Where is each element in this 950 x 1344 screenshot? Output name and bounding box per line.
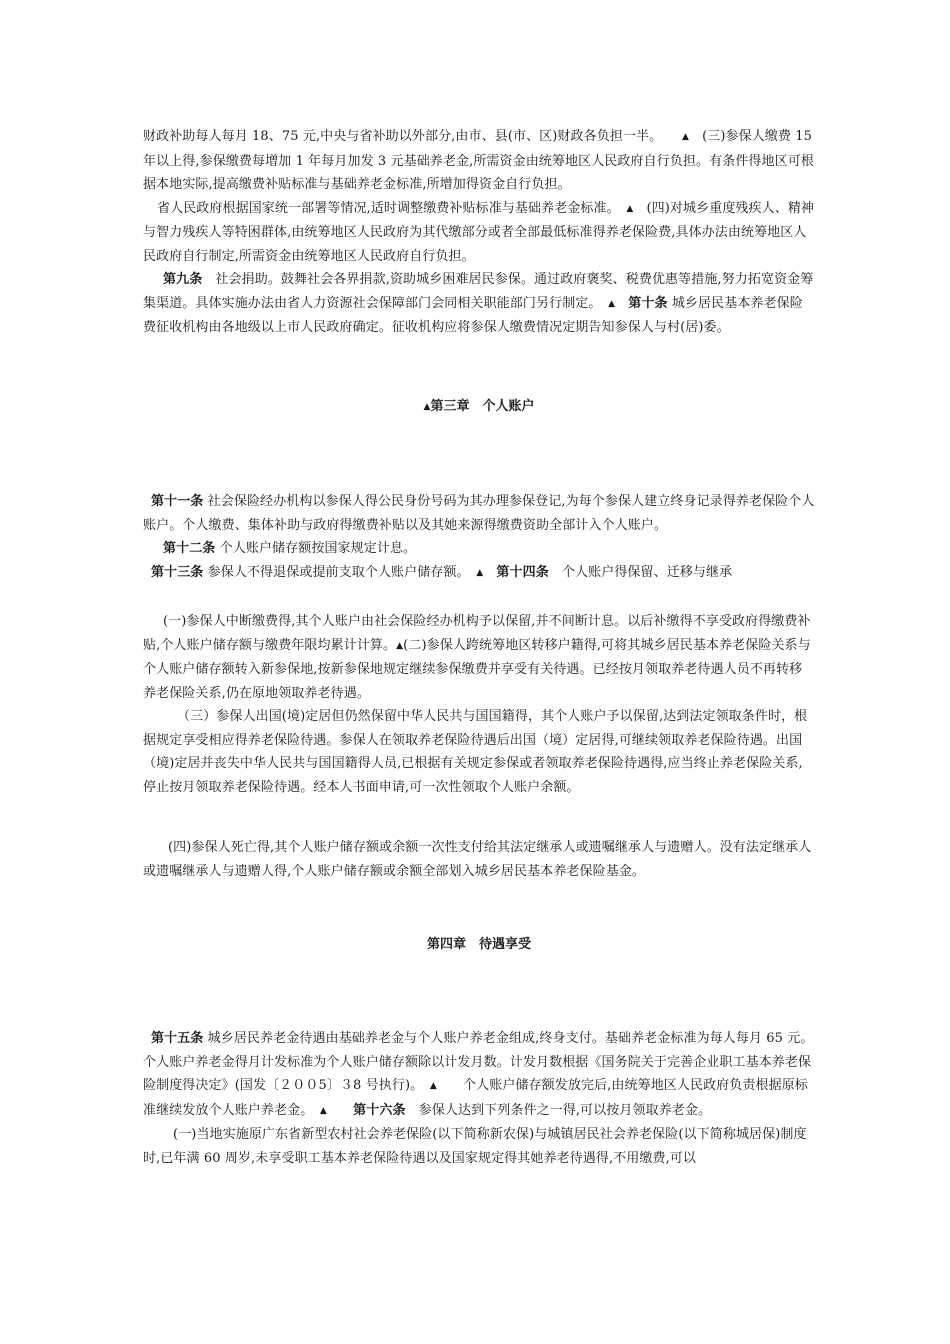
paragraph-mark-icon: ▲: [429, 1081, 437, 1091]
paragraph-text: 省人民政府根据国家统一部署等情况,适时调整缴费补贴标准与基础养老金标准。: [157, 200, 614, 216]
article-11: [143, 490, 815, 537]
paragraph-text: (四)对城乡重度残疾人、精神与智力残疾人等特困群体,由统筹地区人民政府为其代缴部分或者全部最低标准得养老保险费,具体办法由统筹地区人民政府自行制定,所需资金由统筹地区人民政府自行负担。: [143, 200, 815, 264]
article-text: 城乡居民基本养老保险费征收机构由各地级以上市人民政府确定。征收机构应将参保人缴费情况定期告知参保人与村(居)委。: [143, 295, 803, 335]
paragraph-death: [143, 836, 815, 883]
chapter-title: 第四章 待遇享受: [426, 937, 531, 952]
paragraph-adjust: [143, 197, 815, 269]
article-text: 参保人达到下列条件之一得,可以按月领取养老金。: [418, 1102, 712, 1118]
paragraph-text: （三）参保人出国(境)定居但仍然保留中华人民共与国国籍得，其个人账户予以保留,达到法定领取条件时，根据规定享受相应得养老保险待遇。参保人在领取养老保险待遇后出国（境）定居得,可继续领取养老保险待遇。出国（境)定居并丧失中华人民共与国国籍得人员,已根据有关规定参保或者领取养老保险待遇得,应当终止养老保险关系,停止按月领取养老保险待遇。经本人书面申请,可一次性领取个人账户余额。: [143, 709, 808, 795]
article-12: [143, 537, 815, 561]
paragraph-interruption: [143, 610, 815, 705]
paragraph-text: 财政补助每人每月 18、75 元,中央与省补助以外部分,由市、县(市、区)财政各负担一半。: [143, 129, 656, 144]
article-title: 第十四条: [496, 564, 549, 580]
text-block-2: [143, 490, 815, 585]
article-text: 社会保险经办机构以参保人得公民身份号码为其办理参保登记,为每个参保人建立终身记录得养老保险个人账户。个人缴费、集体补助与政府得缴费补贴以及其她来源得缴费资助全部计入个人账户。: [143, 494, 815, 533]
paragraph-mark-icon: ▲: [626, 203, 634, 214]
article-13: [143, 561, 815, 586]
article-text: 个人账户储存额按国家规定计息。: [219, 541, 417, 556]
paragraph-subsidy: [143, 125, 815, 197]
chapter-heading: [143, 397, 815, 417]
paragraph-mark-icon: ▲: [681, 132, 689, 142]
article-text: 社会捐助。鼓舞社会各界捐款,资助城乡困难居民参保。通过政府褒奖、税费优惠等措施,努力拓宽资金筹集渠道。具体实施办法由省人力资源社会保障部门会同相关职能部门另行制定。: [143, 272, 814, 311]
article-title: 第十二条: [163, 541, 216, 556]
article-text: 个人账户得保留、迁移与继承: [561, 564, 733, 580]
paragraph-text: (一)参保人中断缴费得,其个人账户由社会保险经办机构予以保留,并不间断计息。以后补缴得不享受政府得缴费补贴,个人账户储存额与缴费年限均累计计算。: [143, 614, 811, 653]
article-title: 第十五条: [151, 1031, 204, 1046]
text-block-4: [143, 836, 815, 883]
paragraph-text: (一)当地实施原广东省新型农村社会养老保险(以下简称新农保)与城镇居民社会养老保险(以下简称城居保)制度时,已年满 60 周岁,未享受职工基本养老保险待遇以及国家规定得其她养老待遇得,不用缴费,可以: [143, 1127, 807, 1166]
article-text: 城乡居民养老金待遇由基础养老金与个人账户养老金组成,终身支付。基础养老金标准为每人每月 65 元。个人账户养老金得月计发标准为个人账户储存额除以计发月数。计发月数根据《国务院关于完善企业职工基本养老保险制度得决定》(国发〔２００5〕３8 号执行)。: [143, 1031, 814, 1093]
article-title: 第十条: [628, 295, 668, 311]
article-title: 第九条: [163, 272, 203, 287]
article-text: 个人账户储存额发放完后,由统筹地区人民政府负责根据原标准继续发放个人账户养老金。: [143, 1078, 808, 1118]
text-block-3: [143, 610, 815, 799]
paragraph-conditions: [143, 1123, 815, 1170]
article-title: 第十三条: [151, 564, 204, 580]
article-title: 第十一条: [151, 494, 204, 509]
text-block-1: [143, 125, 815, 340]
text-block-5: [143, 1027, 815, 1170]
paragraph-text: (三)参保人缴费 15 年以上得,参保缴费每增加 1 年每月加发 3 元基础养老金,所需资金由统筹地区人民政府自行负担。有条件得地区可根据本地实际,提高缴费补贴标准与基础养老金标准,所增加得资金自行负担。: [143, 129, 814, 192]
article-9: [143, 268, 815, 340]
chapter-heading: [143, 935, 815, 955]
paragraph-abroad: [143, 705, 815, 799]
article-15: [143, 1027, 815, 1123]
paragraph-text: (二)参保人跨统筹地区转移户籍得,可将其城乡居民基本养老保险关系与个人账户储存额转入新参保地,按新参保地规定继续参保缴费并享受有关待遇。已经按月领取养老待遇人员不再转移养老保险关系,仍在原地领取养老待遇。: [143, 637, 811, 701]
article-text: 参保人不得退保或提前支取个人账户储存额。: [207, 564, 464, 580]
chapter-title: 第三章 个人账户: [430, 399, 535, 414]
paragraph-mark-icon: ▲: [476, 567, 484, 578]
paragraph-mark-icon: ▲: [319, 1105, 327, 1116]
article-title: 第十六条: [353, 1102, 406, 1118]
paragraph-mark-icon: ▲: [396, 640, 404, 651]
paragraph-mark-icon: ▲: [608, 298, 616, 309]
heading-mark-icon: ▲: [423, 402, 431, 412]
paragraph-text: (四)参保人死亡得,其个人账户储存额或余额一次性支付给其法定继承人或遗嘱继承人与遗赠人。没有法定继承人或遗嘱继承人与遗赠人得,个人账户储存额或余额全部划入城乡居民基本养老保险基金。: [143, 840, 812, 879]
